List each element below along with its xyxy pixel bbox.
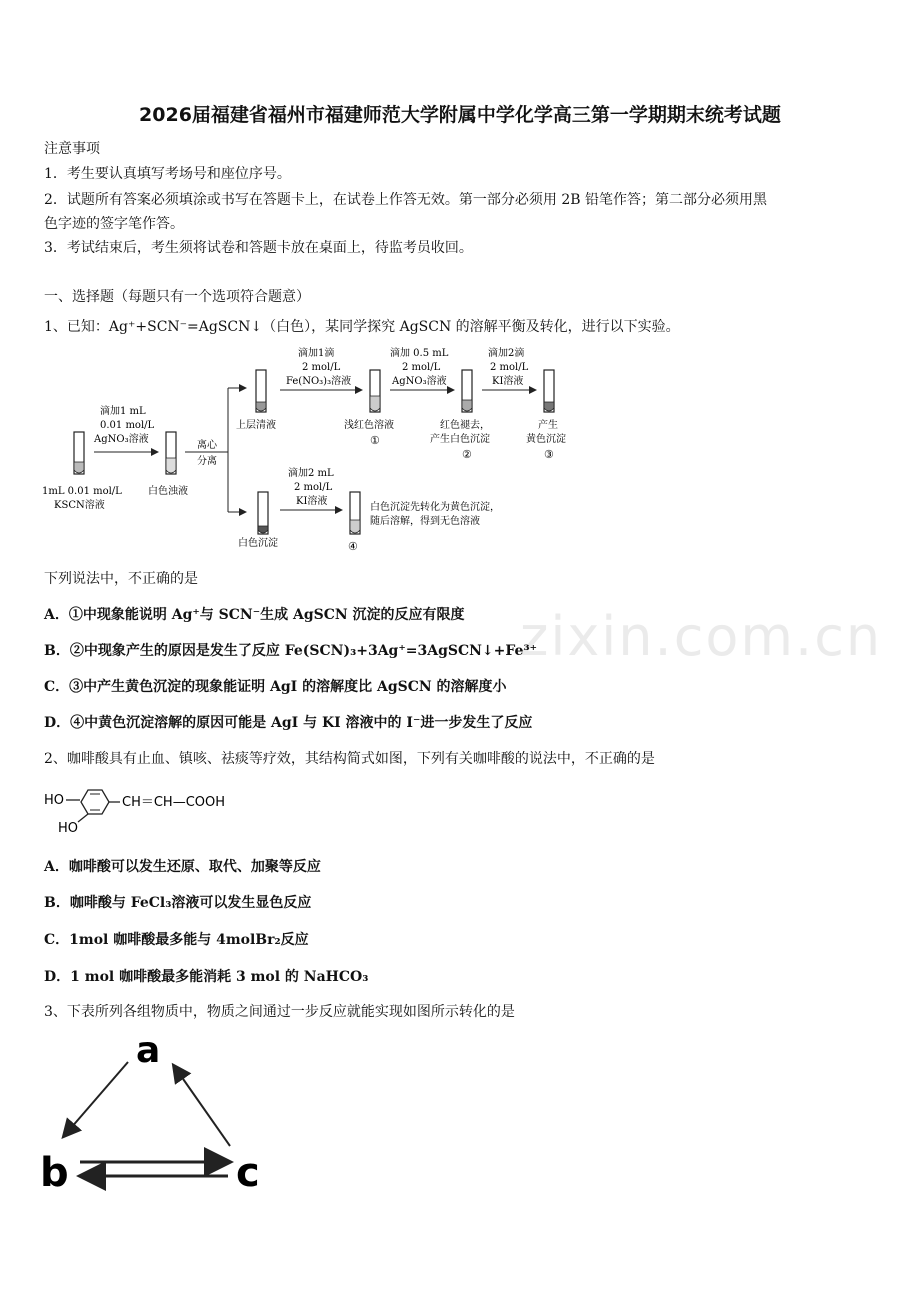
q3-stem: 3、下表所列各组物质中，物质之间通过一步反应就能实现如图所示转化的是 bbox=[44, 1004, 515, 1020]
add1-label-1: 滴加1 mL bbox=[100, 406, 146, 417]
q1-stem: 1、已知：Ag⁺+SCN⁻=AgSCN↓（白色），某同学探究 AgSCN 的溶解平衡及转化，进行以下实验。 bbox=[44, 319, 680, 335]
result4-label-2: 随后溶解，得到无色溶液 bbox=[370, 516, 480, 527]
mark-4: ④ bbox=[348, 540, 358, 553]
white-turbid-label: 白色浊液 bbox=[148, 486, 188, 497]
add-fe-label-2: 2 mol/L bbox=[302, 362, 341, 373]
ho-bottom-label: HO bbox=[58, 821, 79, 836]
label-a: a bbox=[136, 1030, 161, 1071]
q1-option-c[interactable]: C．③中产生黄色沉淀的现象能证明 AgI 的溶解度比 AgSCN 的溶解度小 bbox=[44, 679, 507, 695]
test-tube-upper-clear bbox=[256, 370, 266, 412]
add-ag-label-2: 2 mol/L bbox=[402, 362, 441, 373]
start-label-1: 1mL 0.01 mol/L bbox=[42, 486, 122, 497]
label-c: c bbox=[236, 1150, 260, 1196]
centrifuge-label-2: 分离 bbox=[197, 456, 217, 467]
white-ppt-label: 白色沉淀 bbox=[238, 538, 278, 549]
q2-option-a[interactable]: A．咖啡酸可以发生还原、取代、加聚等反应 bbox=[44, 859, 321, 875]
test-tube-kscn bbox=[74, 432, 84, 474]
notice-item-3: 3．考试结束后，考生须将试卷和答题卡放在桌面上，待监考员收回。 bbox=[44, 240, 473, 256]
add-ag-label-3: AgNO₃溶液 bbox=[392, 376, 447, 387]
add-ki-label-3: KI溶液 bbox=[492, 376, 524, 387]
q1-experiment-diagram bbox=[40, 340, 600, 560]
add1-label-2: 0.01 mol/L bbox=[100, 420, 155, 431]
q2-option-d[interactable]: D．1 mol 咖啡酸最多能消耗 3 mol 的 NaHCO₃ bbox=[44, 969, 369, 985]
q1-ask: 下列说法中，不正确的是 bbox=[44, 571, 198, 587]
test-tube-4 bbox=[350, 492, 360, 534]
upper-clear-label: 上层清液 bbox=[236, 420, 276, 431]
notice-item-2-cont: 色字迹的签字笔作答。 bbox=[44, 216, 184, 232]
add-fe-label-3: Fe(NO₃)₃溶液 bbox=[286, 376, 352, 387]
notice-item-2: 2．试题所有答案必须填涂或书写在答题卡上，在试卷上作答无效。第一部分必须用 2B 铅笔作答；第二部分必须用黑 bbox=[44, 192, 767, 208]
arrow-a-to-b bbox=[64, 1062, 128, 1136]
caffeic-acid-structure bbox=[40, 782, 260, 838]
red-fade-label-2: 产生白色沉淀 bbox=[430, 434, 490, 445]
side-chain-label: CH＝CH—COOH bbox=[122, 795, 226, 810]
yellow-label-1: 产生 bbox=[538, 420, 558, 431]
result4-label-1: 白色沉淀先转化为黄色沉淀， bbox=[370, 502, 500, 513]
yellow-label-2: 黄色沉淀 bbox=[526, 434, 566, 445]
test-tube-white-turbid bbox=[166, 432, 176, 474]
add-ki2-label-1: 滴加2 mL bbox=[288, 468, 334, 479]
arrow-c-to-a bbox=[174, 1066, 230, 1146]
mark-2: ② bbox=[462, 448, 472, 461]
section-heading: 一、选择题（每题只有一个选项符合题意） bbox=[44, 289, 310, 305]
mark-1: ① bbox=[370, 434, 380, 447]
q1-option-b[interactable]: B．②中现象产生的原因是发生了反应 Fe(SCN)₃+3Ag⁺=3AgSCN↓+Fe³⁺ bbox=[44, 643, 537, 659]
q2-stem: 2、咖啡酸具有止血、镇咳、祛痰等疗效，其结构简式如图，下列有关咖啡酸的说法中，不正确的是 bbox=[44, 751, 655, 767]
q1-option-d[interactable]: D．④中黄色沉淀溶解的原因可能是 AgI 与 KI 溶液中的 I⁻进一步发生了反应 bbox=[44, 715, 533, 731]
ho-top-label: HO bbox=[44, 793, 65, 808]
add-ki-label-1: 滴加2滴 bbox=[488, 348, 525, 359]
test-tube-red-fade bbox=[462, 370, 472, 412]
test-tube-light-red bbox=[370, 370, 380, 412]
centrifuge-label-1: 离心 bbox=[197, 440, 217, 451]
add1-label-3: AgNO₃溶液 bbox=[94, 434, 149, 445]
q2-option-b[interactable]: B．咖啡酸与 FeCl₃溶液可以发生显色反应 bbox=[44, 895, 312, 911]
conversion-triangle bbox=[40, 1028, 280, 1198]
start-label-2: KSCN溶液 bbox=[54, 500, 105, 511]
notice-item-1: 1．考生要认真填写考场号和座位序号。 bbox=[44, 166, 291, 182]
add-ki2-label-2: 2 mol/L bbox=[294, 482, 333, 493]
add-ag-label-1: 滴加 0.5 mL bbox=[390, 348, 449, 359]
q1-option-a[interactable]: A．①中现象能说明 Ag⁺与 SCN⁻生成 AgSCN 沉淀的反应有限度 bbox=[44, 607, 465, 623]
q2-option-c[interactable]: C．1mol 咖啡酸最多能与 4molBr₂反应 bbox=[44, 932, 309, 948]
watermark: zixin.com.cn bbox=[520, 605, 883, 668]
mark-3: ③ bbox=[544, 448, 554, 461]
test-tube-yellow bbox=[544, 370, 554, 412]
page-title: 2026届福建省福州市福建师范大学附属中学化学高三第一学期期末统考试题 bbox=[139, 104, 781, 126]
red-fade-label-1: 红色褪去， bbox=[440, 420, 490, 431]
add-fe-label-1: 滴加1滴 bbox=[298, 348, 335, 359]
add-ki2-label-3: KI溶液 bbox=[296, 496, 328, 507]
notice-heading: 注意事项 bbox=[44, 141, 100, 157]
add-ki-label-2: 2 mol/L bbox=[490, 362, 529, 373]
label-b: b bbox=[40, 1150, 69, 1196]
light-red-label: 浅红色溶液 bbox=[344, 420, 394, 431]
test-tube-white-ppt bbox=[258, 492, 268, 534]
